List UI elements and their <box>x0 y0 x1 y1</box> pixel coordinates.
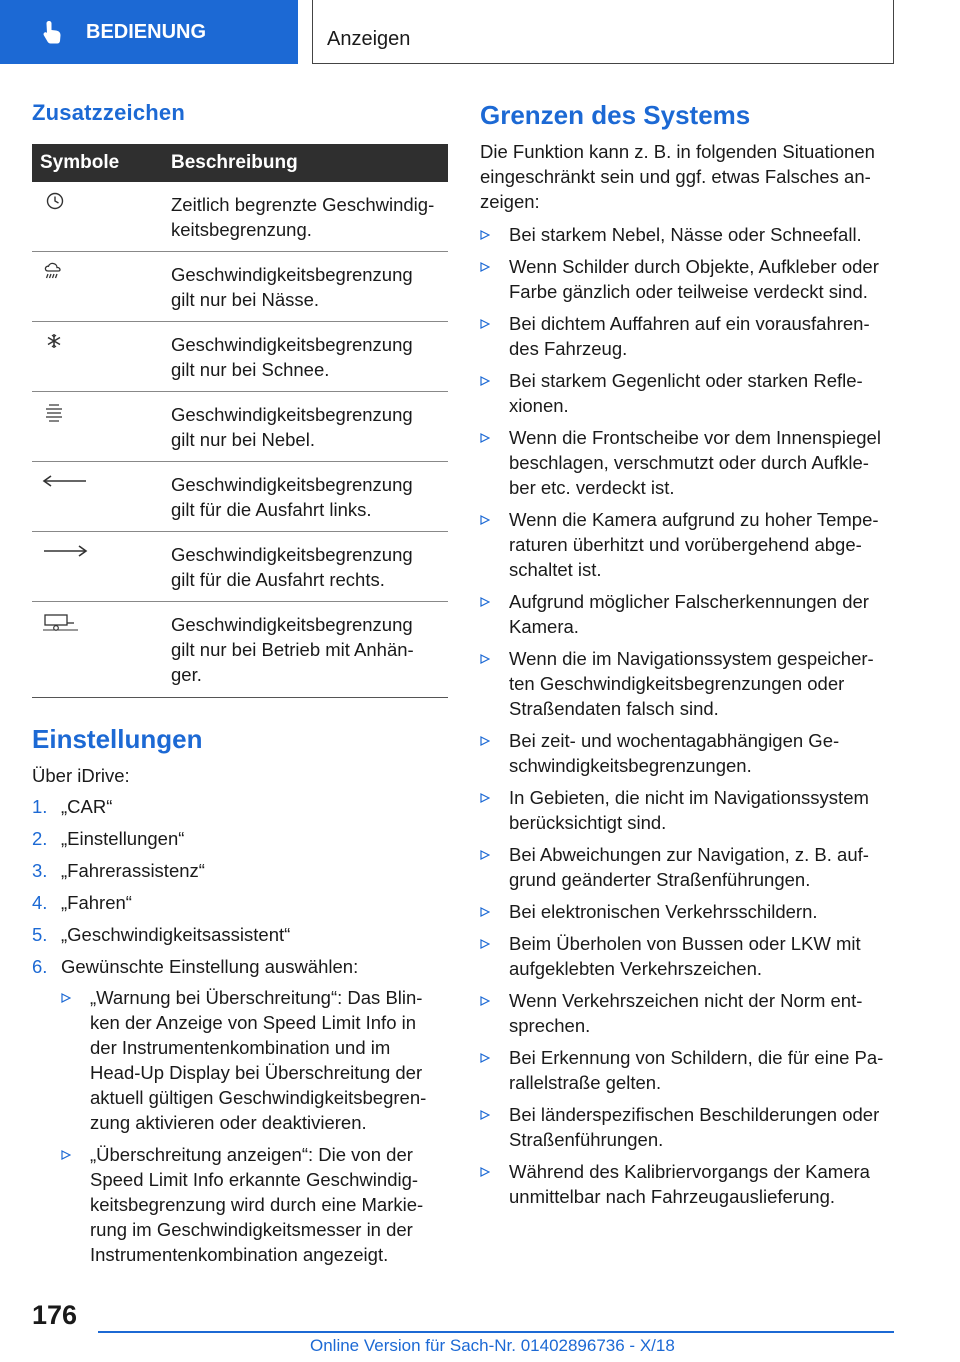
table-row <box>32 252 448 322</box>
table-row <box>32 322 448 392</box>
section-label: BEDIENUNG <box>86 20 207 43</box>
list-item: 1. „CAR“ <box>32 796 113 817</box>
table-row <box>32 182 448 252</box>
triangle-bullet-icon <box>480 433 490 443</box>
list-item: Während des Kalibriervorgangs der Kamera unmittelbar nach Fahrzeugauslieferung. <box>480 1159 896 1209</box>
symbol-cell <box>32 392 163 462</box>
einstellungen-intro: Über iDrive: <box>32 765 130 786</box>
triangle-bullet-icon <box>480 1053 490 1063</box>
symbol-cell <box>32 182 163 252</box>
limitations-list <box>480 222 896 1209</box>
list-item: 3. „Fahrerassistenz“ <box>32 860 205 881</box>
triangle-bullet-icon <box>480 850 490 860</box>
clock-icon <box>40 192 70 214</box>
description-cell: Geschwindigkeitsbegrenzung gilt für die Ausfahrt links. <box>163 462 448 532</box>
list-item: Wenn die im Navigationssystem gespeicher- ten Geschwindigkeitsbegrenzungen oder Straßendaten falsch sind. <box>480 646 896 721</box>
list-item: Wenn Verkehrszeichen nicht der Norm ent- sprechen. <box>480 988 896 1038</box>
page-number: 176 <box>32 1300 78 1330</box>
snowflake-icon <box>40 332 70 354</box>
triangle-bullet-icon <box>480 376 490 386</box>
list-item: In Gebieten, die nicht im Navigationssystem berücksichtigt sind. <box>480 785 896 835</box>
list-item: Bei Erkennung von Schildern, die für eine Pa- rallelstraße gelten. <box>480 1045 896 1095</box>
list-item: Aufgrund möglicher Falscherkennungen der Kamera. <box>480 589 896 639</box>
triangle-bullet-icon <box>61 993 71 1003</box>
table-row <box>32 462 448 532</box>
description-cell: Geschwindigkeitsbegrenzung gilt nur bei Nebel. <box>163 392 448 462</box>
triangle-bullet-icon <box>61 1150 71 1160</box>
triangle-bullet-icon <box>480 515 490 525</box>
footer-divider <box>98 1331 894 1333</box>
symbol-cell <box>32 322 163 392</box>
chapter-label: Anzeigen <box>327 28 411 50</box>
rain-icon <box>40 262 70 284</box>
list-item: Bei dichtem Auffahren auf ein vorausfahren- des Fahrzeug. <box>480 311 896 361</box>
list-item: Bei Abweichungen zur Navigation, z. B. auf- grund geänderter Straßenführungen. <box>480 842 896 892</box>
symbol-cell <box>32 252 163 322</box>
list-item: 6. Gewünschte Einstellung auswählen: „Warnung bei Überschreitung“: Das Blin- ken der Anzeige von Speed Limit Info in der Instrumentenkombination und im Head-Up Display bei Überschreitung der aktuell gültigen Geschwindigkeitsbegren- zung aktivieren oder deaktivieren. „Überschreitung anzeigen“: Die von der Speed Limit Info erkannte Geschwindig- keitsbegrenzung wird durch eine Markie- rung im Geschwindigkeitsmesser in der Instrumentenkombination angezeigt. <box>32 954 448 1267</box>
triangle-bullet-icon <box>480 230 490 240</box>
table-row <box>32 392 448 462</box>
list-item: 5. „Geschwindigkeitsassistent“ <box>32 924 291 945</box>
triangle-bullet-icon <box>480 793 490 803</box>
table-row <box>32 532 448 602</box>
description-cell: Geschwindigkeitsbegrenzung gilt für die Ausfahrt rechts. <box>163 532 448 602</box>
step-list <box>32 794 448 1267</box>
description-cell: Geschwindigkeitsbegrenzung gilt nur bei Betrieb mit Anhän- ger. <box>163 602 448 698</box>
chapter-tab <box>312 0 894 64</box>
list-item: Bei starkem Nebel, Nässe oder Schneefall. <box>480 222 896 247</box>
list-item: Wenn Schilder durch Objekte, Aufkleber oder Farbe gänzlich oder teilweise verdeckt sind. <box>480 254 896 304</box>
symbol-cell <box>32 532 163 602</box>
list-item: Wenn die Kamera aufgrund zu hoher Tempe- raturen überhitzt und vorübergehend abge- schaltet ist. <box>480 507 896 582</box>
table-header-row <box>32 144 448 182</box>
list-item: Bei zeit- und wochentagabhängigen Ge- schwindigkeitsbegrenzungen. <box>480 728 896 778</box>
symbol-cell <box>32 602 163 698</box>
col-header-symbol: Symbole <box>32 144 163 182</box>
trailer-icon <box>40 612 90 634</box>
arrow-right-icon <box>40 542 90 564</box>
footer-note: Online Version für Sach-Nr. 01402896736 - X/18 <box>310 1336 675 1355</box>
list-item: Wenn die Frontscheibe vor dem Innenspiegel beschlagen, verschmutzt oder durch Aufkle- ber etc. verdeckt ist. <box>480 425 896 500</box>
triangle-bullet-icon <box>480 996 490 1006</box>
list-item: „Überschreitung anzeigen“: Die von der Speed Limit Info erkannte Geschwindig- keitsbegrenzung wird durch eine Markie- rung im Geschwindigkeitsmesser in der Instrumentenkombination angezeigt. <box>61 1142 448 1267</box>
sub-list <box>61 985 448 1267</box>
hand-pointer-icon <box>40 19 66 45</box>
list-item: „Warnung bei Überschreitung“: Das Blin- ken der Anzeige von Speed Limit Info in der Instrumentenkombination und im Head-Up Display bei Überschreitung der aktuell gültigen Geschwindigkeitsbegren- zung aktivieren oder deaktivieren. <box>61 985 448 1135</box>
triangle-bullet-icon <box>480 597 490 607</box>
triangle-bullet-icon <box>480 736 490 746</box>
grenzen-heading: Grenzen des Systems <box>480 100 751 130</box>
col-header-description: Beschreibung <box>163 144 448 182</box>
symbol-cell <box>32 462 163 532</box>
triangle-bullet-icon <box>480 654 490 664</box>
grenzen-intro: Die Funktion kann z. B. in folgenden Situationen eingeschränkt sein und ggf. etwas Falsches an- zeigen: <box>480 141 875 212</box>
triangle-bullet-icon <box>480 939 490 949</box>
einstellungen-heading: Einstellungen <box>32 724 203 754</box>
description-cell: Zeitlich begrenzte Geschwindig- keitsbegrenzung. <box>163 182 448 252</box>
description-cell: Geschwindigkeitsbegrenzung gilt nur bei Schnee. <box>163 322 448 392</box>
left-column <box>32 100 448 1274</box>
fog-icon <box>40 402 70 424</box>
table-row <box>32 602 448 698</box>
list-item: Bei elektronischen Verkehrsschildern. <box>480 899 896 924</box>
triangle-bullet-icon <box>480 319 490 329</box>
list-item: Bei länderspezifischen Beschilderungen oder Straßenführungen. <box>480 1102 896 1152</box>
section-tab <box>0 0 298 64</box>
right-column <box>480 100 896 1216</box>
triangle-bullet-icon <box>480 262 490 272</box>
triangle-bullet-icon <box>480 1167 490 1177</box>
symbol-table <box>32 144 448 698</box>
list-item: 2. „Einstellungen“ <box>32 828 185 849</box>
list-item: Beim Überholen von Bussen oder LKW mit aufgeklebten Verkehrszeichen. <box>480 931 896 981</box>
triangle-bullet-icon <box>480 1110 490 1120</box>
description-cell: Geschwindigkeitsbegrenzung gilt nur bei Nässe. <box>163 252 448 322</box>
zusatzzeichen-heading: Zusatzzeichen <box>32 100 185 125</box>
list-item: 4. „Fahren“ <box>32 892 132 913</box>
arrow-left-icon <box>40 472 90 494</box>
list-item: Bei starkem Gegenlicht oder starken Refle- xionen. <box>480 368 896 418</box>
triangle-bullet-icon <box>480 907 490 917</box>
